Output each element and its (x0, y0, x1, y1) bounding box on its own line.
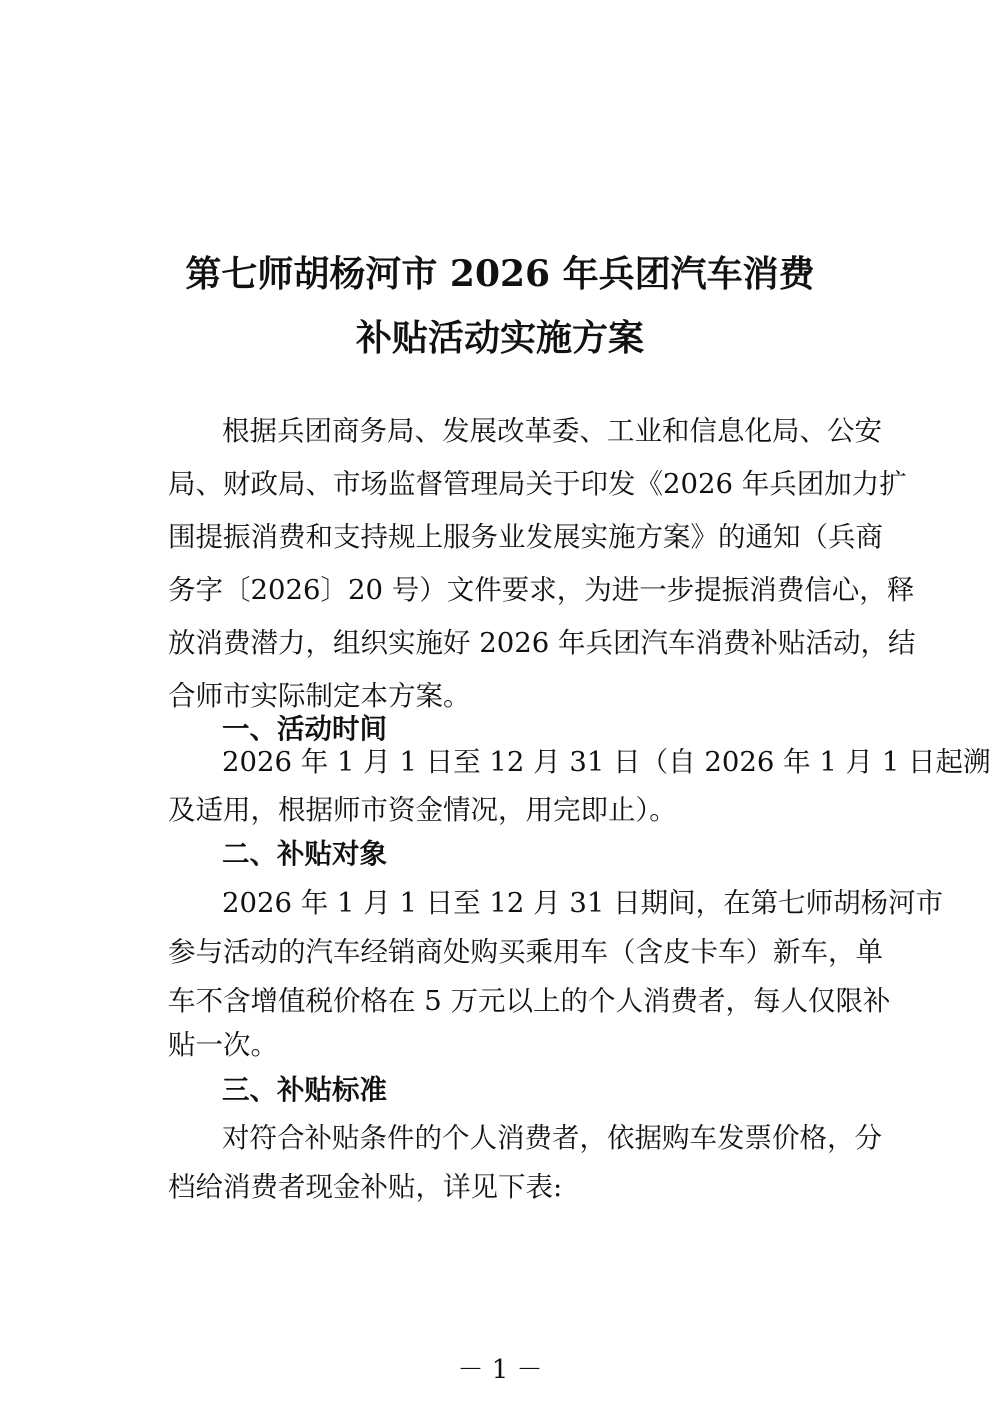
document-title-line-2: 补贴活动实施方案 (355, 317, 644, 359)
section-heading-subsidy-standard: 三、补贴标准 (222, 1074, 387, 1106)
section-1-line: 及适用，根据师市资金情况，用完即止）。 (168, 794, 677, 826)
intro-line: 根据兵团商务局、发展改革委、工业和信息化局、公安 (222, 415, 882, 447)
section-2-line: 贴一次。 (168, 1029, 278, 1061)
section-heading-activity-time: 一、活动时间 (222, 713, 387, 745)
section-2-line: 参与活动的汽车经销商处购买乘用车（含皮卡车）新车，单 (168, 936, 883, 968)
intro-line: 务字〔2026〕20 号）文件要求，为进一步提振消费信心，释 (168, 574, 915, 606)
section-2-line: 车不含增值税价格在 5 万元以上的个人消费者，每人仅限补 (168, 985, 891, 1017)
page-number: － 1 － (457, 1355, 543, 1385)
intro-line: 局、财政局、市场监督管理局关于印发《2026 年兵团加力扩 (168, 468, 907, 500)
section-3-line: 对符合补贴条件的个人消费者，依据购车发票价格，分 (222, 1122, 882, 1154)
intro-line: 放消费潜力，组织实施好 2026 年兵团汽车消费补贴活动，结 (168, 627, 916, 659)
section-1-line: 2026 年 1 月 1 日至 12 月 31 日（自 2026 年 1 月 1 日起溯 (222, 746, 991, 778)
section-heading-subsidy-target: 二、补贴对象 (222, 838, 387, 870)
intro-line: 合师市实际制定本方案。 (168, 680, 471, 712)
section-2-line: 2026 年 1 月 1 日至 12 月 31 日期间，在第七师胡杨河市 (222, 887, 944, 919)
section-3-line: 档给消费者现金补贴，详见下表: (168, 1171, 563, 1203)
document-title-line-1: 第七师胡杨河市 2026 年兵团汽车消费 (185, 253, 815, 295)
intro-line: 围提振消费和支持规上服务业发展实施方案》的通知（兵商 (168, 521, 883, 553)
